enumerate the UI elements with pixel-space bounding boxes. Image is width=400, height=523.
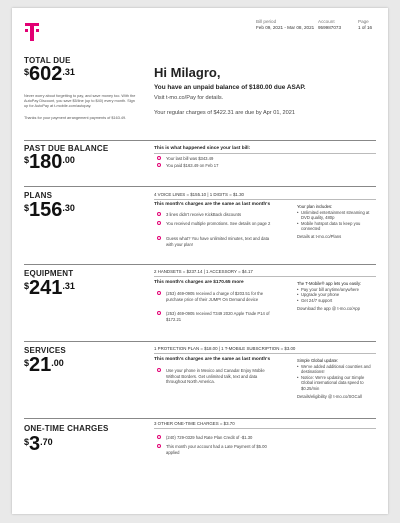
divider [154,199,376,200]
past-due-amount: $^{\$}180^{.00}$ [24,151,75,173]
divider [24,140,376,141]
plans-link[interactable]: Details at t-mo.co/Plans [297,233,342,239]
divider [154,428,376,429]
account-number: Account 959987073 [318,19,341,30]
info-icon [157,236,161,240]
plans-amount: $^{\$}156^{.30}$ [24,199,75,221]
info-icon [157,368,161,372]
divider [154,276,376,277]
services-summary: 1 PROTECTION PLAN = $18.00 | 1 T-MOBILE SUBSCRIPTION = $3.00 [154,346,296,351]
info-icon [157,156,161,160]
total-due-amount: $^{\$}602^{.31}$ [24,63,75,85]
list-item: Use your phone in Mexico and Canada! Enjoy Mobile Without Borders. Get unlimited talk, text and data throughout North America. [157,368,277,385]
one-time-title: ONE-TIME CHARGES [24,424,109,433]
global-update: Simple Global update: • We've added additional countries and destinations! • Notice: We're updating our Simple Global international data speed to $0.25/min Details/eligibility @ t-mo.co/SGCall [297,358,377,399]
total-due-label: TOTAL DUE [24,56,71,65]
autopay-note: Never worry about forgetting to pay, and save money too. With the AutoPay Discount, you save $5/line (up to $40) every month. Sign up for AutoPay at t-mobile.com/autopay. [24,94,136,108]
bill-period: Bill period Feb 09, 2021 - Mar 08, 2021 [256,19,315,30]
equipment-summary: 2 HANDSETS = $237.14 | 1 ACCESSORY = $4.17 [154,269,253,274]
regular-charges: Your regular charges of $422.31 are due by Apr 01, 2021 [154,110,295,116]
list-item: 3 lines didn't receive KickBack discounts [157,212,277,218]
pay-link[interactable]: Visit t-mo.co/Pay for details. [154,95,224,101]
info-icon [157,212,161,216]
global-link[interactable]: Details/eligibility @ t-mo.co/SGCall [297,393,362,399]
unpaid-balance: You have an unpaid balance of $180.00 due ASAP. [154,84,306,91]
plans-title: PLANS [24,191,53,200]
divider [24,186,376,187]
list-item: Guess what? You have unlimited minutes, text and data with your plan! [157,236,277,247]
list-item: This month your account had a Late Payment of $5.00 applied [157,444,277,455]
app-link[interactable]: Download the app @ t-mo.co/App [297,306,360,312]
info-icon [157,444,161,448]
one-time-summary: 3 OTHER ONE-TIME CHARGES = $3.70 [154,421,235,426]
greeting: Hi Milagro, [154,65,221,80]
one-time-amount: $^{\$}3^{.70}$ [24,433,53,455]
equipment-title: EQUIPMENT [24,269,74,278]
list-item: You received multiple promotions. See details on page 2 [157,221,277,227]
list-item: You paid $163.49 on Feb 17 [157,163,277,169]
info-icon [157,163,161,167]
divider [24,418,376,419]
plans-subhead: This month's charges are the same as last month's [154,202,271,207]
list-item: (253) 469-0905 received T349 2020 Apple Trade P14 of $172.21 [157,311,277,322]
info-icon [157,311,161,315]
past-due-title: PAST DUE BALANCE [24,144,109,153]
services-title: SERVICES [24,346,66,355]
app-promo: The T-Mobile® app lets you easily: • Pay your bill anytime/anywhere • Upgrade your phone • Get 24/7 support Download the app @ t-mo.co/App [297,281,377,312]
info-icon [157,435,161,439]
page-number: Page 1 of 16 [358,19,373,30]
info-icon [157,291,161,295]
info-icon [157,221,161,225]
divider [154,353,376,354]
plans-summary: 4 VOICE LINES = $155.10 | 1 DIGITS = $1.30 [154,192,244,197]
list-item: (253) 469-0905 received a charge of $203.51 for the purchase price of their JUMP! On Demand device [157,291,277,302]
divider [24,341,376,342]
t-mobile-logo [25,23,39,41]
services-subhead: This month's charges are the same as last month's [154,357,271,362]
list-item: Your last bill was $343.49 [157,156,277,162]
equipment-amount: $^{\$}241^{.31}$ [24,277,75,299]
bill-page [12,8,388,514]
arrangement-note: Thanks for your payment arrangement payments of $163.49. [24,116,127,120]
services-amount: $^{\$}21^{.00}$ [24,354,64,376]
divider [24,264,376,265]
list-item: (240) 729-0329 had Rate Plan Credit of -$1.30 [157,435,277,441]
past-due-heading: This is what happened since your last bill: [154,146,251,151]
equipment-subhead: This month's charges are $170.65 more [154,280,244,285]
divider [154,153,376,154]
plan-includes: Your plan includes: • Unlimited entertainment streaming at DVD quality, 480p • Mobile hotspot data to keep you connected Details at t-mo.co/Plans [297,204,377,240]
